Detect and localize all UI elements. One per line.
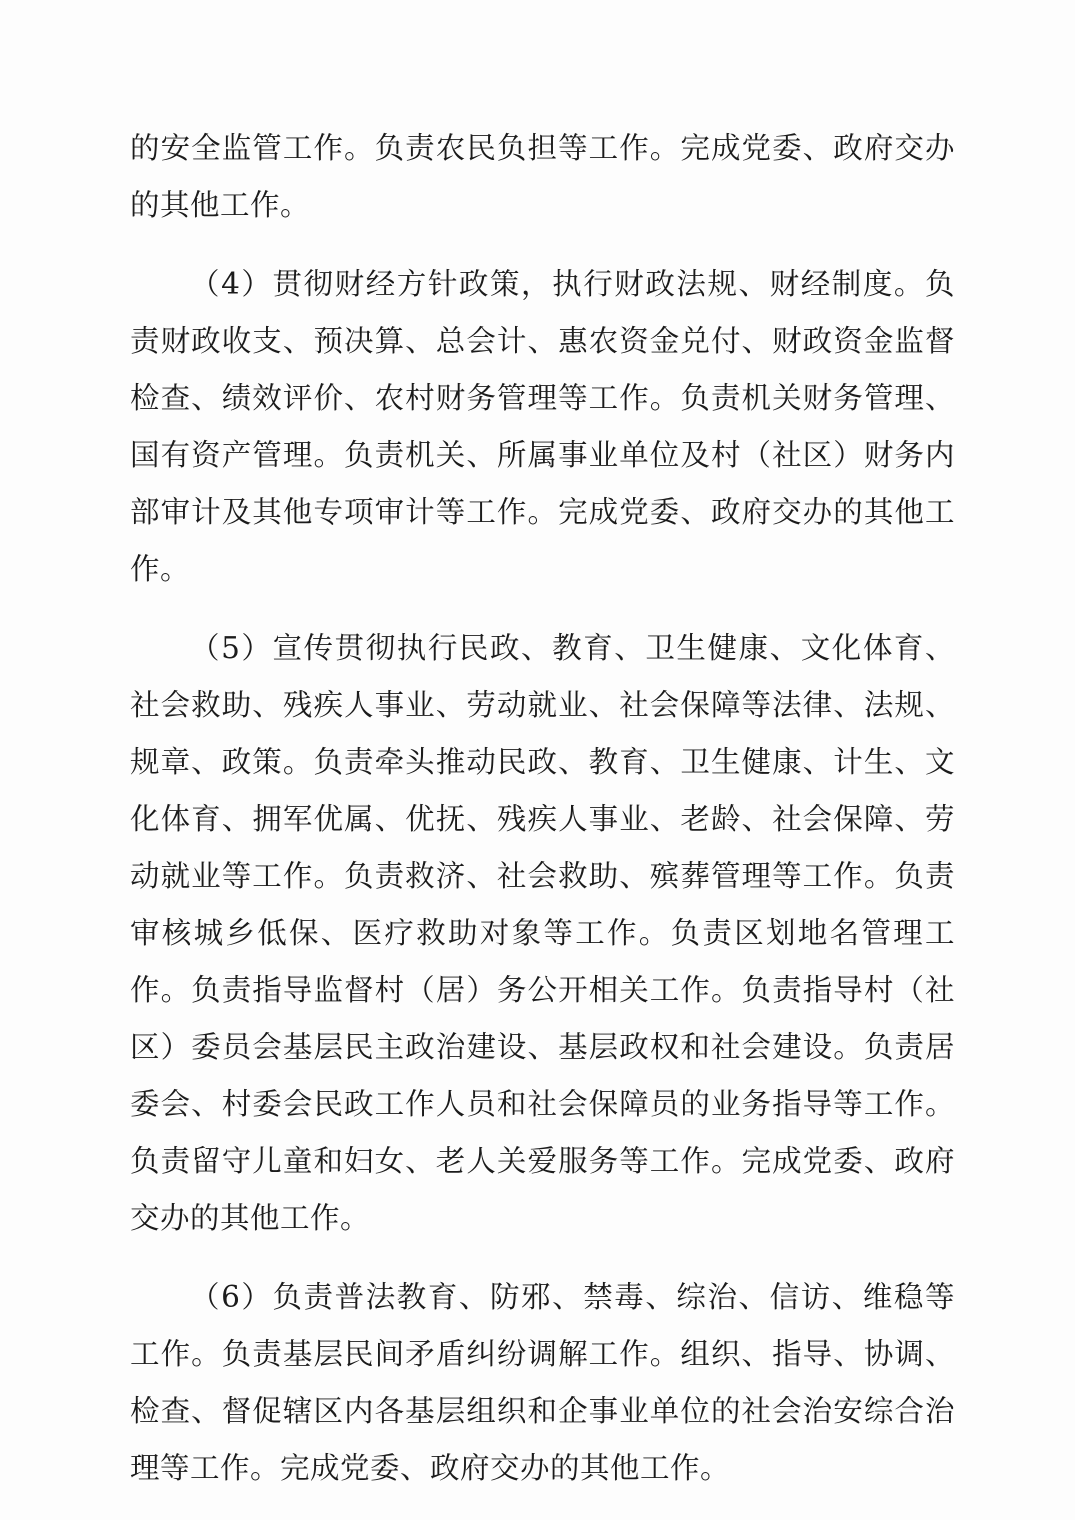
paragraph-item-6: （6）负责普法教育、防邪、禁毒、综治、信访、维稳等工作。负责基层民间矛盾纠纷调解工作。组织、指导、协调、检查、督促辖区内各基层组织和企事业单位的社会治安综合治理等工作。完成党委、政府交办的其他工作。: [130, 1280, 955, 1485]
paragraph-item-5: （5）宣传贯彻执行民政、教育、卫生健康、文化体育、社会救助、残疾人事业、劳动就业、社会保障等法律、法规、规章、政策。负责牵头推动民政、教育、卫生健康、计生、文化体育、拥军优属、优抚、残疾人事业、老龄、社会保障、劳动就业等工作。负责救济、社会救助、殡葬管理等工作。负责审核城乡低保、医疗救助对象等工作。负责区划地名管理工作。负责指导监督村（居）务公开相关工作。负责指导村（社区）委员会基层民主政治建设、基层政权和社会建设。负责居委会、村委会民政工作人员和社会保障员的业务指导等工作。负责留守儿童和妇女、老人关爱服务等工作。完成党委、政府交办的其他工作。: [130, 631, 955, 1235]
paragraph-continuation: 的安全监管工作。负责农民负担等工作。完成党委、政府交办的其他工作。: [130, 131, 955, 222]
paragraph-item-4: （4）贯彻财经方针政策，执行财政法规、财经制度。负责财政收支、预决算、总会计、惠农资金兑付、财政资金监督检查、绩效评价、农村财务管理等工作。负责机关财务管理、国有资产管理。负责机关、所属事业单位及村（社区）财务内部审计及其他专项审计等工作。完成党委、政府交办的其他工作。: [130, 267, 955, 586]
document-body: [130, 120, 955, 1497]
